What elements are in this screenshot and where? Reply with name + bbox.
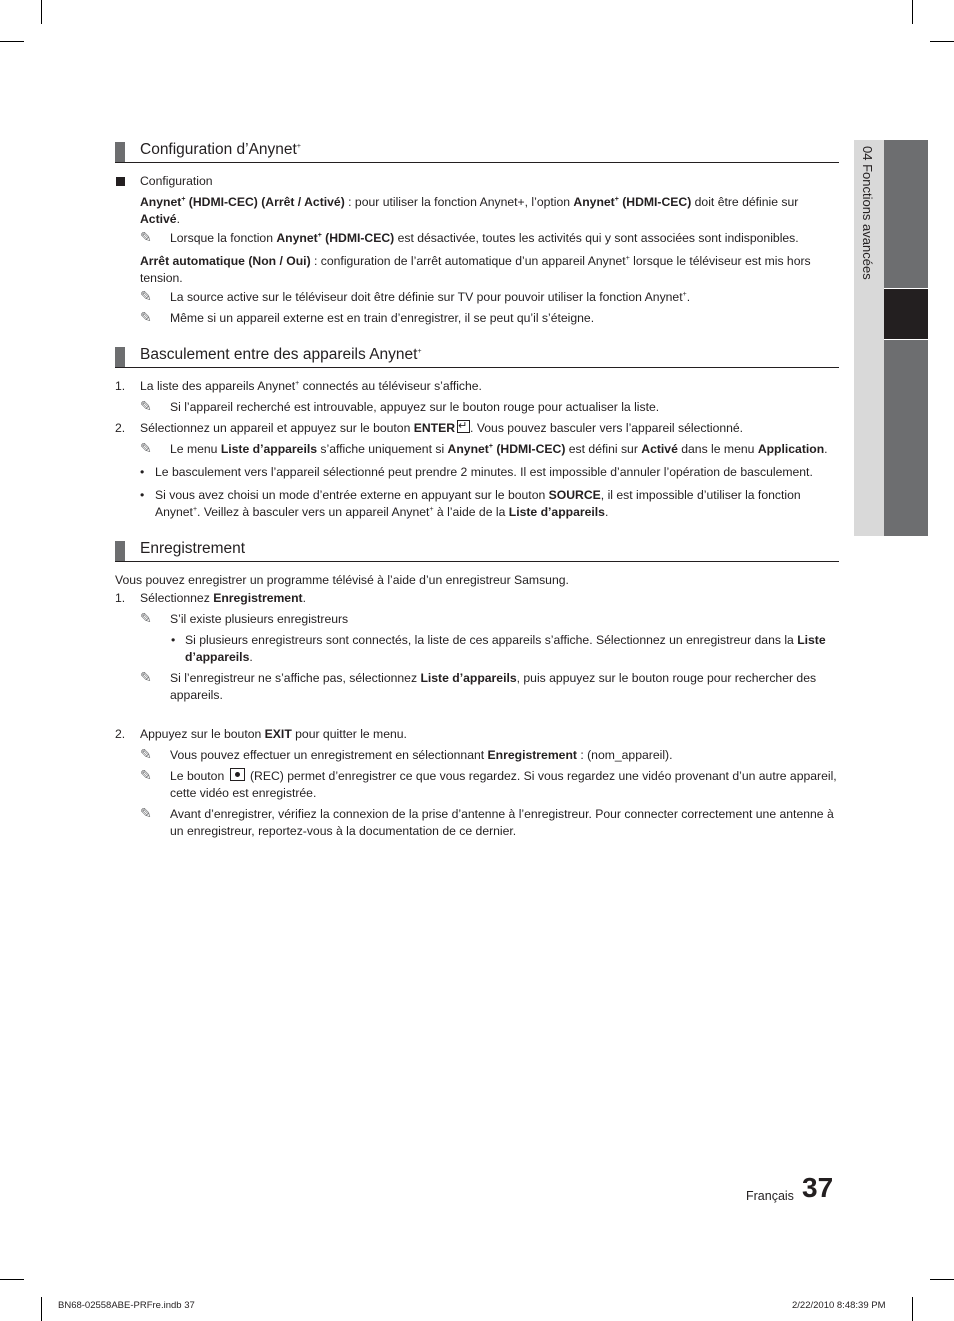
bullet-dot-icon: • <box>140 465 145 479</box>
rec-button-icon <box>230 768 245 781</box>
note: ✎ La source active sur le téléviseur doit être définie sur TV pour pouvoir utiliser la fonction Anynet+. <box>140 288 691 304</box>
paragraph: Vous pouvez enregistrer un programme télévisé à l’aide d’un enregistreur Samsung. <box>115 573 569 587</box>
bullet-item: • Si vous avez choisi un mode d’entrée externe en appuyant sur le bouton SOURCE, il est impossible d’utiliser la fonction Anynet+. Veillez à basculer vers un appareil Anynet+ à l’aide de la Liste d’appareils. <box>140 488 801 519</box>
step-item: 2. Sélectionnez un appareil et appuyez sur le bouton ENTER↵ . Vous pouvez basculer vers l’appareil sélectionné. <box>115 420 839 437</box>
section-title: Basculement entre des appareils Anynet+ <box>140 346 422 363</box>
step-item: 1. Sélectionnez Enregistrement. <box>115 591 306 605</box>
note: ✎ Avant d’enregistrer, vérifiez la connexion de la prise d’antenne à l’enregistreur. Pour connecter correctement une antenne à un enregistreur, reportez-vous à la documentation de ce dernier. <box>140 805 834 838</box>
enter-key-icon <box>457 420 470 433</box>
menu-item: Configuration <box>115 173 839 190</box>
section-title: Enregistrement <box>140 540 246 557</box>
bullet-item: • Si plusieurs enregistreurs sont connectés, la liste de ces appareils s’affiche. Sélectionnez un enregistreur dans la Liste d’appareils. <box>171 633 826 664</box>
heading-bar <box>115 142 125 162</box>
pencil-note-icon: ✎ <box>140 805 152 821</box>
heading-bar <box>115 541 125 561</box>
footer-language: Français <box>746 1189 794 1203</box>
page-content <box>115 138 839 844</box>
bullet-dot-icon: • <box>171 633 176 647</box>
pencil-note-icon: ✎ <box>140 288 152 304</box>
chapter-tab-active-marker <box>884 289 928 339</box>
note: ✎ Vous pouvez effectuer un enregistrement en sélectionnant Enregistrement : (nom_appareil). <box>140 746 673 762</box>
bullet-item: • Le basculement vers l’appareil sélectionné peut prendre 2 minutes. Il est impossible d’annuler l’opération de basculement. <box>140 465 813 479</box>
step-item: 2. Appuyez sur le bouton EXIT pour quitter le menu. <box>115 727 407 741</box>
pencil-note-icon: ✎ <box>140 767 152 783</box>
section-title: Configuration d’Anynet+ <box>140 141 301 158</box>
imprint-file: BN68-02558ABE-PRFre.indb 37 <box>58 1300 195 1311</box>
section-heading-switching <box>115 343 839 368</box>
note: ✎ S’il existe plusieurs enregistreurs <box>140 610 349 626</box>
page-number: 37 <box>802 1172 834 1203</box>
note: ✎ Lorsque la fonction Anynet+ (HDMI-CEC) est désactivée, toutes les activités qui y sont associées sont indisponibles. <box>140 229 799 245</box>
crop-mark <box>930 41 954 42</box>
square-bullet-icon <box>116 177 125 186</box>
crop-mark <box>0 41 24 42</box>
crop-mark <box>41 0 42 24</box>
pencil-note-icon: ✎ <box>140 669 152 685</box>
pencil-note-icon: ✎ <box>140 440 152 456</box>
crop-mark <box>0 1279 24 1280</box>
pencil-note-icon: ✎ <box>140 610 152 626</box>
section-heading-recording <box>115 537 839 562</box>
note: ✎ Si l’appareil recherché est introuvable, appuyez sur le bouton rouge pour actualiser la liste. <box>140 398 660 414</box>
section-heading-anynet-config <box>115 138 839 163</box>
note: ✎ Même si un appareil externe est en train d’enregistrer, il se peut qu’il s’éteigne. <box>140 309 595 325</box>
bullet-dot-icon: • <box>140 488 145 502</box>
crop-mark <box>930 1279 954 1280</box>
crop-mark <box>41 1297 42 1321</box>
paragraph: Anynet+ (HDMI-CEC) (Arrêt / Activé) : pour utiliser la fonction Anynet+, l’option Anynet+ (HDMI-CEC) doit être définie sur Activé. <box>140 195 799 226</box>
chapter-label: 04 Fonctions avancées <box>860 146 875 280</box>
chapter-tab-divider <box>884 339 928 340</box>
heading-bar <box>115 347 125 367</box>
chapter-tab-divider <box>884 288 928 289</box>
note: ✎ Le menu Liste d’appareils s’affiche uniquement si Anynet+ (HDMI-CEC) est défini sur Activé dans le menu Application. <box>140 440 828 456</box>
crop-mark <box>912 1297 913 1321</box>
pencil-note-icon: ✎ <box>140 398 152 414</box>
pencil-note-icon: ✎ <box>140 746 152 762</box>
step-item: 1. La liste des appareils Anynet+ connectés au téléviseur s’affiche. <box>115 379 482 393</box>
crop-mark <box>912 0 913 24</box>
pencil-note-icon: ✎ <box>140 309 152 325</box>
note: ✎ Le bouton (REC) permet d’enregistrer ce que vous regardez. Si vous regardez une vidéo provenant d’un autre appareil, cette vidéo est enregistrée. <box>140 767 837 800</box>
note: ✎ Si l’enregistreur ne s’affiche pas, sélectionnez Liste d’appareils, puis appuyez sur le bouton rouge pour rechercher des appareils. <box>140 669 817 702</box>
imprint-timestamp: 2/22/2010 8:48:39 PM <box>792 1300 886 1311</box>
pencil-note-icon: ✎ <box>140 229 152 245</box>
paragraph: Arrêt automatique (Non / Oui) : configuration de l’arrêt automatique d’un appareil Anynet+ lorsque le téléviseur est mis hors tension. <box>140 254 811 285</box>
